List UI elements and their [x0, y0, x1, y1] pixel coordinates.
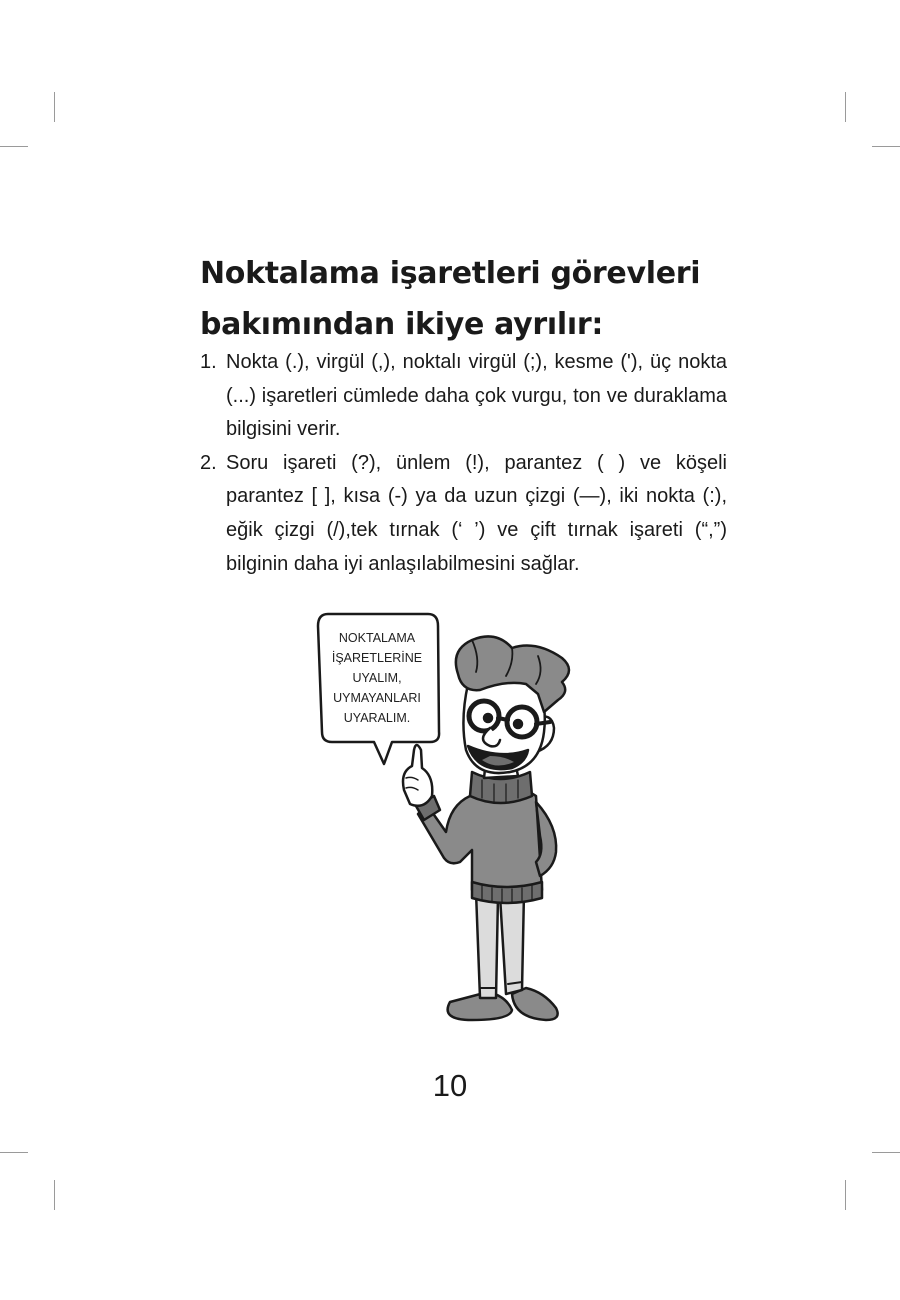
punctuation-list	[200, 346, 727, 581]
crop-mark-bottom-right-vertical	[845, 1180, 846, 1210]
crop-mark-bottom-right-horizontal	[872, 1152, 900, 1153]
list-item	[200, 346, 727, 447]
cartoon-illustration	[300, 600, 620, 1030]
crop-mark-top-right-horizontal	[872, 146, 900, 147]
page-number: 10	[432, 1068, 468, 1103]
crop-mark-top-right-vertical	[845, 92, 846, 122]
speech-bubble-line-3: UYALIM,	[352, 671, 402, 685]
crop-mark-top-left-horizontal	[0, 146, 28, 147]
list-item	[200, 447, 727, 581]
heading-line-1: Noktalama işaretleri görevleri	[200, 256, 701, 291]
speech-bubble-line-5: UYARALIM.	[343, 711, 411, 725]
speech-bubble-line-4: UYMAYANLARI	[333, 691, 421, 705]
speech-bubble-line-2: İŞARETLERİNE	[331, 651, 423, 665]
speech-bubble-line-1: NOKTALAMA	[338, 631, 416, 645]
crop-mark-bottom-left-horizontal	[0, 1152, 28, 1153]
heading-line-2: bakımından ikiye ayrılır:	[200, 307, 604, 342]
list-item-text: Nokta (.), virgül (,), noktalı virgül (;), kesme ('), üç nokta (...) işaretleri cümlede daha çok vurgu, ton ve duraklama bilgisini verir.	[226, 351, 727, 441]
speech-bubble	[318, 614, 439, 764]
list-item-number: 1.	[200, 351, 217, 373]
list-item-number: 2.	[200, 451, 217, 474]
section-heading	[200, 248, 760, 350]
list-item-text: Soru işareti (?), ünlem (!), parantez ( ) ve köşeli parantez [ ], kısa (-) ya da uzun çizgi (—), iki nokta (:), eğik çizgi (/),tek tırnak (‘ ’) ve çift tırnak işareti (“,”) bilginin daha iyi anlaşılabilmesini sağlar.	[226, 451, 727, 575]
crop-mark-bottom-left-vertical	[54, 1180, 55, 1210]
crop-mark-top-left-vertical	[54, 92, 55, 122]
